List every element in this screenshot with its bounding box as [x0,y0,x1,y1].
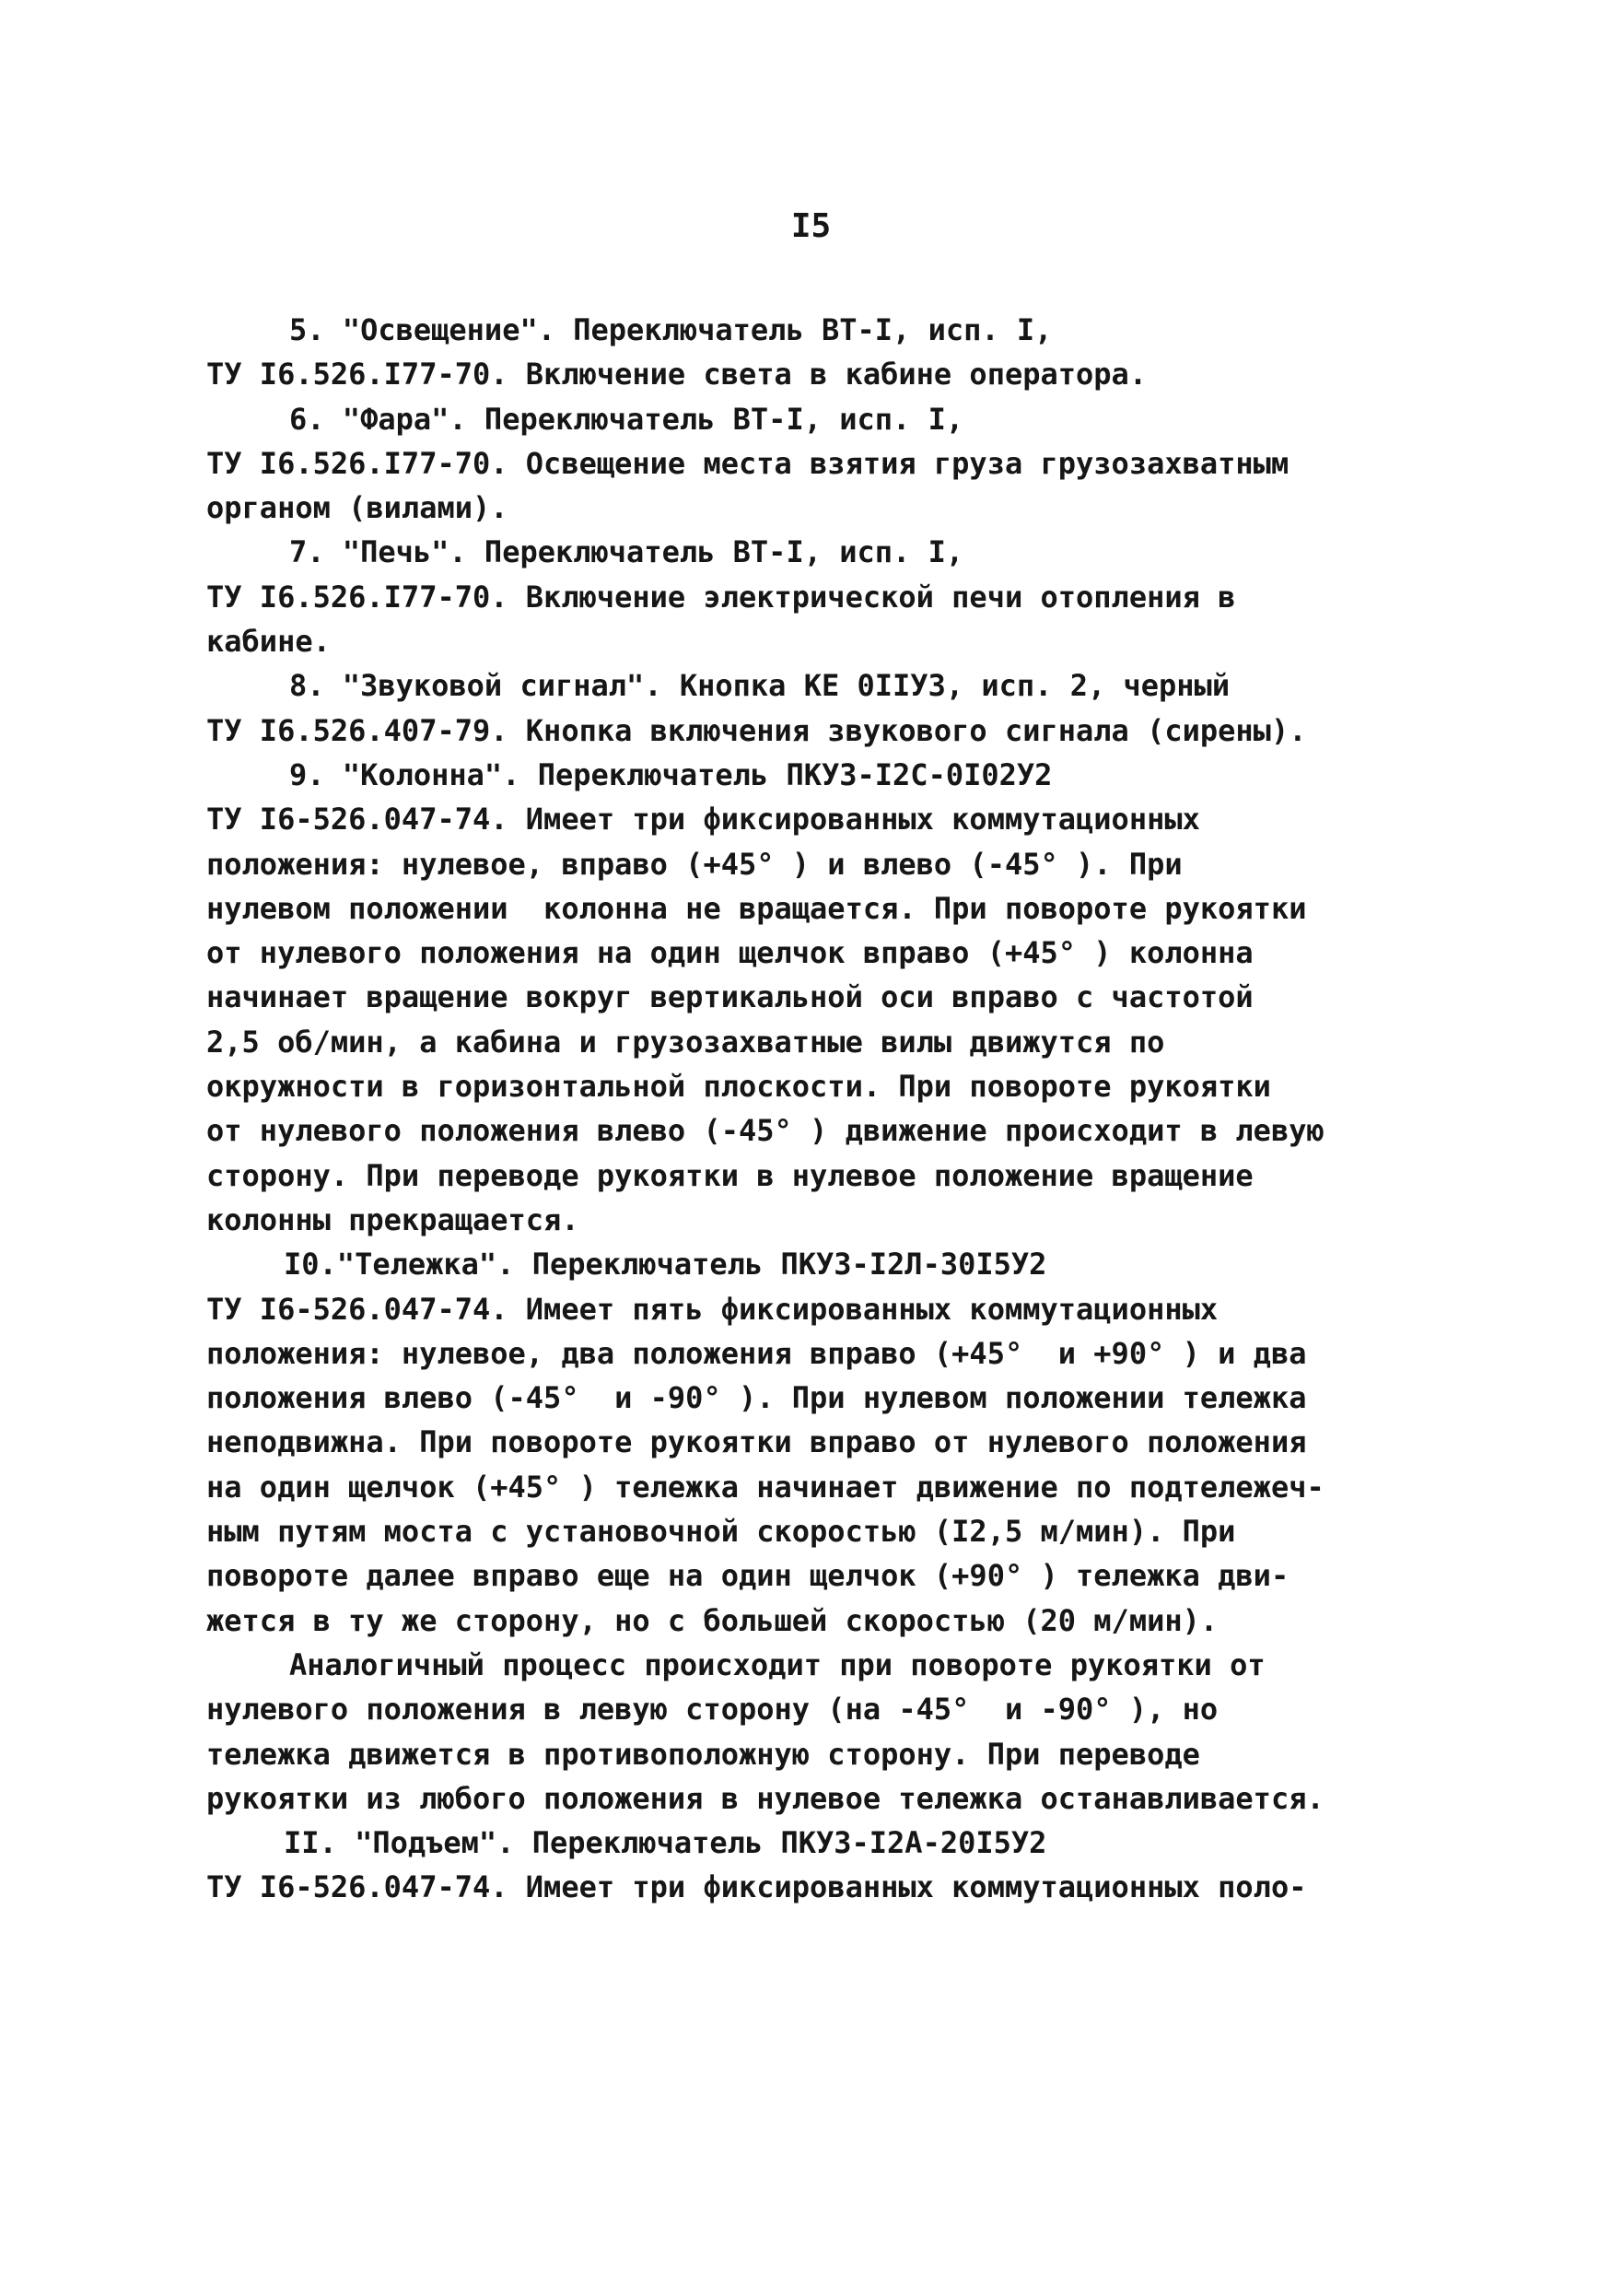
text-line: тележка движется в противоположную сторону. При переводе [206,1736,1200,1772]
text-line: 8. "Звуковой сигнал". Кнопка КЕ 0IIУЗ, исп. 2, черный [289,668,1231,704]
text-line: от нулевого положения влево (-45° ) движение происходит в левую [206,1113,1324,1149]
text-line: 6. "Фара". Переключатель ВТ-I, исп. I, [289,401,964,437]
text-line: неподвижна. При повороте рукоятки вправо от нулевого положения [206,1424,1307,1460]
text-line: положения влево (-45° и -90° ). При нулевом положении тележка [206,1380,1307,1416]
text-line: начинает вращение вокруг вертикальной оси вправо с частотой [206,979,1254,1015]
text-line: ТУ I6-526.047-74. Имеет три фиксированных коммутационных поло- [206,1869,1307,1905]
text-line: нулевого положения в левую сторону (на -45° и -90° ), но [206,1692,1219,1728]
text-line: колонны прекращается. [206,1201,579,1237]
text-line: на один щелчок (+45° ) тележка начинает движение по подтележеч- [206,1469,1324,1505]
text-line: положения: нулевое, два положения вправо (+45° и +90° ) и два [206,1335,1307,1371]
text-line: ТУ I6.526.I77-70. Включение электрической печи отопления в [206,579,1236,615]
text-line: ТУ I6.526.I77-70. Освещение места взятия груза грузозахватным [206,445,1289,481]
text-line: нулевом положении колонна не вращается. При повороте рукоятки [206,890,1307,926]
text-line: кабине. [206,624,331,660]
text-line: ТУ I6.526.I77-70. Включение света в кабине оператора. [206,357,1148,392]
text-line: 2,5 об/мин, а кабина и грузозахватные вилы движутся по [206,1024,1165,1060]
text-line: I0."Тележка". Переключатель ПКУЗ-I2Л-30I5У2 [284,1247,1047,1283]
text-line: 5. "Освещение". Переключатель ВТ-I, исп. I, [289,312,1053,347]
text-line: окружности в горизонтальной плоскости. При повороте рукоятки [206,1069,1271,1105]
text-line: 7. "Печь". Переключатель ВТ-I, исп. I, [289,534,964,570]
text-line: сторону. При переводе рукоятки в нулевое положение вращение [206,1157,1254,1193]
text-line: жется в ту же сторону, но с большей скоростью (20 м/мин). [206,1602,1219,1638]
text-line: повороте далее вправо еще на один щелчок (+90° ) тележка дви- [206,1558,1289,1594]
text-line: II. "Подъем". Переключатель ПКУЗ-I2А-20I5У2 [284,1825,1047,1861]
page-number: I5 [790,207,832,245]
text-line: рукоятки из любого положения в нулевое тележка останавливается. [206,1780,1324,1816]
text-line: 9. "Колонна". Переключатель ПКУЗ-I2С-0I02У2 [289,756,1053,792]
text-line: Аналогичный процесс происходит при повороте рукоятки от [289,1646,1266,1682]
text-line: положения: нулевое, вправо (+45° ) и влево (-45° ). При [206,846,1183,882]
text-line: ТУ I6-526.047-74. Имеет пять фиксированных коммутационных [206,1291,1219,1327]
text-line: ТУ I6-526.047-74. Имеет три фиксированных коммутационных [206,802,1200,838]
text-line: органом (вилами). [206,490,508,526]
text-line: ным путям моста с установочной скоростью (I2,5 м/мин). При [206,1514,1236,1550]
text-line: от нулевого положения на один щелчок вправо (+45° ) колонна [206,935,1254,971]
text-line: ТУ I6.526.407-79. Кнопка включения звукового сигнала (сирены). [206,712,1307,748]
body-text [206,308,1376,1910]
